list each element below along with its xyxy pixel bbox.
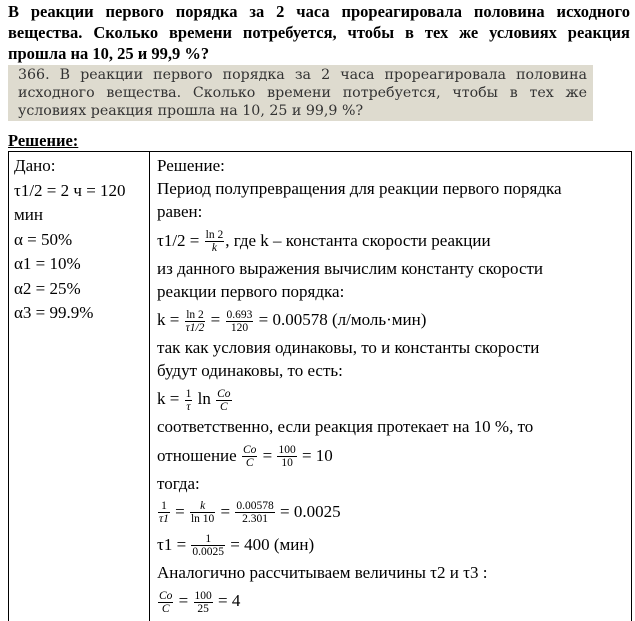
- given-column: [9, 152, 150, 621]
- text-line: Аналогично рассчитываем величины τ2 и τ3 :: [157, 562, 488, 582]
- fraction: [190, 500, 215, 525]
- fraction: [226, 309, 254, 334]
- fraction-numerator: Co: [242, 444, 257, 457]
- fraction-numerator: 100: [278, 444, 296, 457]
- equation-tau1: [157, 528, 627, 561]
- fraction: [216, 388, 231, 413]
- equation-text: = 400 (мин): [226, 534, 315, 554]
- fraction-denominator: ln 10: [190, 513, 215, 526]
- fraction-denominator: C: [161, 602, 170, 615]
- equation-text: τ1 =: [157, 534, 191, 554]
- text-line: соответственно, если реакция протекает на 10 %, то: [157, 417, 534, 437]
- fraction-numerator: 1: [191, 533, 225, 546]
- fraction-denominator: 25: [197, 602, 209, 615]
- text-line: равен:: [157, 202, 203, 222]
- solution-column: [151, 152, 631, 621]
- solution-table: [8, 151, 632, 621]
- fraction-numerator: 100: [194, 589, 212, 602]
- text-line: будут одинаковы, то есть:: [157, 361, 343, 381]
- fraction-denominator: C: [219, 401, 228, 414]
- fraction: [235, 500, 274, 525]
- equation-half-life: [157, 224, 627, 257]
- fraction-denominator: 2.301: [242, 513, 269, 526]
- given-t-half: τ1/2 = 2 ч = 120: [14, 180, 126, 200]
- fraction-numerator: 1: [158, 500, 170, 513]
- equation-text: ln: [193, 389, 216, 409]
- text-line: реакции первого порядка:: [157, 281, 345, 301]
- fraction: [185, 388, 193, 413]
- fraction: [158, 590, 173, 615]
- equation-text: k =: [157, 389, 184, 409]
- fraction: [158, 500, 170, 525]
- fraction-denominator: k: [211, 242, 217, 255]
- equation-text: k =: [157, 310, 184, 330]
- text-line: так как условия одинаковы, то и константы скорости: [157, 338, 540, 358]
- fraction-denominator: τ: [186, 401, 191, 414]
- equation-text: τ1/2 =: [157, 230, 204, 250]
- equation-text: = 0.0025: [275, 501, 341, 521]
- fraction: [277, 444, 296, 469]
- solution-label: Решение:: [157, 156, 225, 175]
- given-label: Дано:: [14, 156, 56, 175]
- fraction-numerator: Co: [217, 388, 231, 401]
- fraction-numerator: 0.00578: [236, 500, 274, 513]
- fraction: [242, 444, 257, 469]
- equation-text: отношение: [157, 445, 241, 465]
- fraction-denominator: 120: [230, 321, 249, 334]
- equation-text: = 10: [297, 445, 333, 465]
- given-t-half-unit: мин: [14, 205, 43, 224]
- text-line: тогда:: [157, 473, 200, 493]
- fraction-numerator: k: [190, 500, 215, 513]
- given-alpha2: α2 = 25%: [14, 278, 81, 298]
- fraction: [194, 590, 213, 615]
- fraction: [185, 309, 206, 334]
- text-line: из данного выражения вычислим константу скорости: [157, 258, 544, 278]
- fraction-numerator: ln 2: [186, 308, 204, 321]
- fraction-denominator: τ1/2: [185, 321, 205, 334]
- fraction-numerator: 0.693: [226, 308, 253, 321]
- fraction-denominator: 0.0025: [192, 546, 225, 559]
- fraction-denominator: τ1: [159, 513, 169, 526]
- fraction: [205, 229, 225, 254]
- scanned-problem-image: 366. В реакции первого порядка за 2 часа прореагировала половина исходного вещества. Сколько времени потребуется, чтобы в тех же условиях реакция прошла на 10, 25 и 99,9 %?: [8, 65, 593, 121]
- equation-inverse-tau1: $\frac{1}{\tau 1}$ = $\frac{k}{\ln 10}$ = $\frac{0.00578}{2.301}$ = 0.0025: [159, 500, 341, 526]
- fraction-numerator: ln 2: [205, 229, 224, 242]
- equation-ratio-10: отношение $\frac{Co}{C}$ = $\frac{100}{10}$ = 10: [157, 444, 333, 470]
- equation-ratio-25: $\frac{Co}{C}$ = $\frac{100}{25}$ = 4: [159, 589, 241, 615]
- fraction-numerator: 1: [185, 388, 192, 401]
- fraction-denominator: 10: [281, 457, 293, 470]
- given-alpha3: α3 = 99.9%: [14, 303, 94, 322]
- equation-text: , где k – константа скорости реакции: [225, 230, 491, 250]
- equation-rate-constant: k = $\frac{\ln 2}{\tau 1/2}$ = $\frac{0.693}{120}$ = 0.00578 (л/моль·мин): [157, 308, 427, 334]
- given-alpha1: α1 = 10%: [14, 254, 81, 273]
- solution-heading: Решение:: [8, 131, 79, 150]
- text-line: Период полупревращения для реакции первого порядка: [157, 179, 562, 199]
- equation-text: = 4: [213, 591, 241, 611]
- given-alpha: α = 50%: [14, 229, 73, 249]
- fraction-denominator: C: [245, 457, 254, 470]
- fraction-numerator: Co: [159, 589, 173, 602]
- problem-title: В реакции первого порядка за 2 часа прореагировала половина исходного вещества. Сколько времени потребуется, чтобы в тех же условиях реакция прошла на 10, 25 и 99,9 %?: [8, 2, 630, 63]
- fraction: [191, 533, 225, 558]
- equation-k-general: [157, 382, 627, 415]
- equation-text: = 0.00578 (л/моль·мин): [254, 310, 427, 330]
